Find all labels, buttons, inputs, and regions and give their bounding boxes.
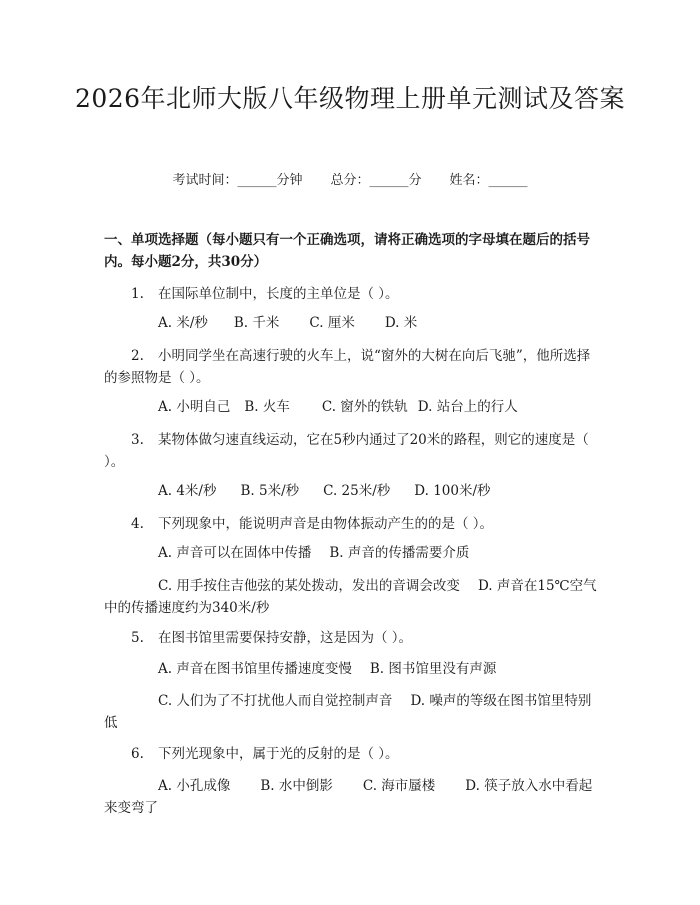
question-5 bbox=[104, 627, 600, 649]
question-3 bbox=[104, 429, 600, 473]
option-b: B. 5米/秒 bbox=[240, 483, 300, 499]
option-b: B. 水中倒影 bbox=[260, 778, 333, 794]
option-a: A. 小孔成像 bbox=[158, 778, 231, 794]
question-text: 下列光现象中，属于光的反射的是（ ）。 bbox=[158, 746, 399, 762]
total-score-field: 总分：______分 bbox=[330, 173, 422, 188]
question-1 bbox=[104, 283, 600, 305]
section-heading: 一、单项选择题（每小题只有一个正确选项，请将正确选项的字母填在题后的括号内。每小题2分，共30分） bbox=[104, 232, 590, 270]
option-a: A. 米/秒 bbox=[158, 315, 208, 331]
question-1-options bbox=[104, 312, 600, 334]
option-d: D. 米 bbox=[384, 315, 418, 331]
option-b: B. 声音的传播需要介质 bbox=[329, 545, 470, 561]
page-title: 2026年北师大版八年级物理上册单元测试及答案 bbox=[74, 84, 626, 113]
student-name-field: 姓名：______ bbox=[449, 173, 528, 188]
question-text: 在图书馆里需要保持安静，这是因为（ ）。 bbox=[158, 630, 413, 646]
option-b: B. 火车 bbox=[244, 399, 290, 415]
option-d: D. 100米/秒 bbox=[414, 483, 491, 499]
question-text: 某物体做匀速直线运动，它在5秒内通过了20米的路程，则它的速度是（ ）。 bbox=[104, 432, 589, 470]
option-c: C. 厘米 bbox=[309, 315, 355, 331]
question-4-options-row2 bbox=[104, 575, 600, 619]
option-d: D. 噪声的等级在图书馆里特别低 bbox=[104, 693, 592, 731]
question-6-options bbox=[104, 775, 600, 819]
question-number: 4. bbox=[131, 516, 144, 532]
question-2 bbox=[104, 345, 600, 389]
question-4-options-row1 bbox=[104, 542, 600, 564]
question-number: 2. bbox=[131, 348, 144, 364]
option-d: D. 站台上的行人 bbox=[417, 399, 518, 415]
option-c: C. 用手按住吉他弦的某处拨动，发出的音调会改变 bbox=[158, 578, 460, 594]
question-4 bbox=[104, 513, 600, 535]
option-c: C. 人们为了不打扰他人而自觉控制声音 bbox=[158, 693, 393, 709]
option-c: C. 海市蜃楼 bbox=[362, 778, 436, 794]
option-a: A. 小明自己 bbox=[158, 399, 231, 415]
exam-meta bbox=[0, 169, 700, 188]
question-text: 下列现象中，能说明声音是由物体振动产生的的是（ ）。 bbox=[158, 516, 494, 532]
option-b: B. 图书馆里没有声源 bbox=[369, 661, 497, 677]
question-6 bbox=[104, 743, 600, 765]
question-3-options bbox=[104, 480, 600, 502]
question-5-options-row1 bbox=[104, 658, 600, 680]
option-d: D. 筷子放入水中看起来变弯了 bbox=[104, 778, 593, 816]
option-d: D. 声音在15℃空气中的传播速度约为340米/秒 bbox=[104, 578, 597, 616]
question-text: 在国际单位制中，长度的主单位是（ ）。 bbox=[158, 286, 399, 302]
option-a: A. 声音可以在固体中传播 bbox=[158, 545, 312, 561]
question-2-options bbox=[104, 396, 600, 418]
option-a: A. 声音在图书馆里传播速度变慢 bbox=[158, 661, 352, 677]
option-a: A. 4米/秒 bbox=[158, 483, 217, 499]
question-text: 小明同学坐在高速行驶的火车上，说“窗外的大树在向后飞驰”，他所选择的参照物是（ ）。 bbox=[104, 348, 591, 386]
question-number: 6. bbox=[131, 746, 144, 762]
option-c: C. 25米/秒 bbox=[323, 483, 391, 499]
question-number: 1. bbox=[131, 286, 144, 302]
exam-time-field: 考试时间：______分钟 bbox=[172, 173, 303, 188]
option-c: C. 窗外的铁轨 bbox=[321, 399, 408, 415]
option-b: B. 千米 bbox=[233, 315, 280, 331]
question-number: 3. bbox=[131, 432, 144, 448]
question-number: 5. bbox=[131, 630, 144, 646]
question-5-options-row2 bbox=[104, 690, 600, 734]
